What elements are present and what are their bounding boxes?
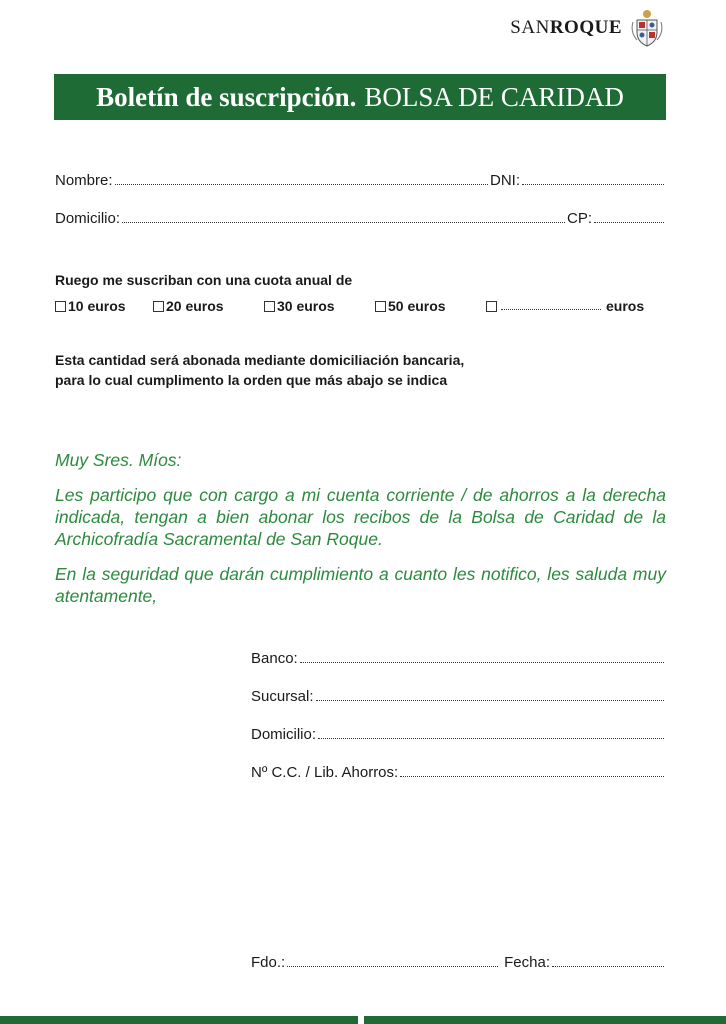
domicilio-row — [55, 210, 666, 227]
payment-note-line1: Esta cantidad será abonada mediante domiciliación bancaria, — [55, 352, 465, 368]
title-regular: BOLSA DE CARIDAD — [364, 81, 624, 112]
banco-field[interactable] — [300, 661, 664, 663]
footer-bar-left — [0, 1016, 358, 1024]
option-20[interactable]: 20 euros — [153, 298, 224, 314]
bank-domicilio-row — [251, 726, 666, 743]
payment-note-line2: para lo cual cumplimento la orden que más abajo se indica — [55, 372, 448, 388]
option-50[interactable]: 50 euros — [375, 298, 446, 314]
sucursal-field[interactable] — [316, 699, 664, 701]
checkbox[interactable] — [486, 301, 497, 312]
nombre-row — [55, 172, 666, 189]
cuenta-label: Nº C.C. / Lib. Ahorros: — [251, 764, 399, 781]
letter-paragraph-1: Les participo que con cargo a mi cuenta corriente / de ahorros a la derecha indicada, tengan a bien abonar los recibos de la Bolsa de Caridad de la Archicofradía Sacramental de San Roque. — [55, 485, 666, 549]
cp-label: CP: — [566, 210, 592, 227]
footer-bar-right — [364, 1016, 726, 1024]
nombre-label: Nombre: — [55, 172, 113, 189]
checkbox[interactable] — [264, 301, 275, 312]
option-other[interactable]: euros — [486, 298, 646, 314]
sucursal-label: Sucursal: — [251, 688, 314, 705]
banco-row — [251, 650, 666, 667]
domicilio-label: Domicilio: — [55, 210, 121, 227]
checkbox[interactable] — [153, 301, 164, 312]
nombre-field[interactable] — [115, 183, 488, 185]
domicilio-field[interactable] — [122, 221, 565, 223]
option-10[interactable]: 10 euros — [55, 298, 126, 314]
sucursal-row — [251, 688, 666, 705]
cuenta-field[interactable] — [400, 775, 664, 777]
logo-text: SANROQUE — [510, 17, 622, 38]
title-banner — [54, 74, 666, 120]
title-bold: Boletín de suscripción. — [96, 81, 357, 112]
dni-field[interactable] — [522, 183, 664, 185]
bank-domicilio-label: Domicilio: — [251, 726, 317, 743]
cuenta-row — [251, 764, 666, 781]
checkbox[interactable] — [55, 301, 66, 312]
cp-field[interactable] — [594, 221, 664, 223]
fecha-label: Fecha: — [504, 954, 550, 971]
checkbox[interactable] — [375, 301, 386, 312]
crest-icon — [628, 8, 666, 48]
subscription-heading: Ruego me suscriban con una cuota anual de — [55, 272, 353, 288]
fdo-label: Fdo.: — [251, 954, 286, 971]
other-amount-field[interactable] — [501, 308, 601, 310]
fdo-field[interactable] — [287, 965, 498, 967]
logo — [510, 8, 666, 48]
dni-label: DNI: — [490, 172, 520, 189]
signature-row — [251, 954, 666, 971]
bank-domicilio-field[interactable] — [318, 737, 664, 739]
fecha-field[interactable] — [552, 965, 664, 967]
option-30[interactable]: 30 euros — [264, 298, 335, 314]
letter-greeting: Muy Sres. Míos: — [55, 450, 182, 470]
banco-label: Banco: — [251, 650, 298, 667]
letter-paragraph-2: En la seguridad que darán cumplimiento a cuanto les notifico, les saluda muy atentamente, — [55, 564, 666, 606]
